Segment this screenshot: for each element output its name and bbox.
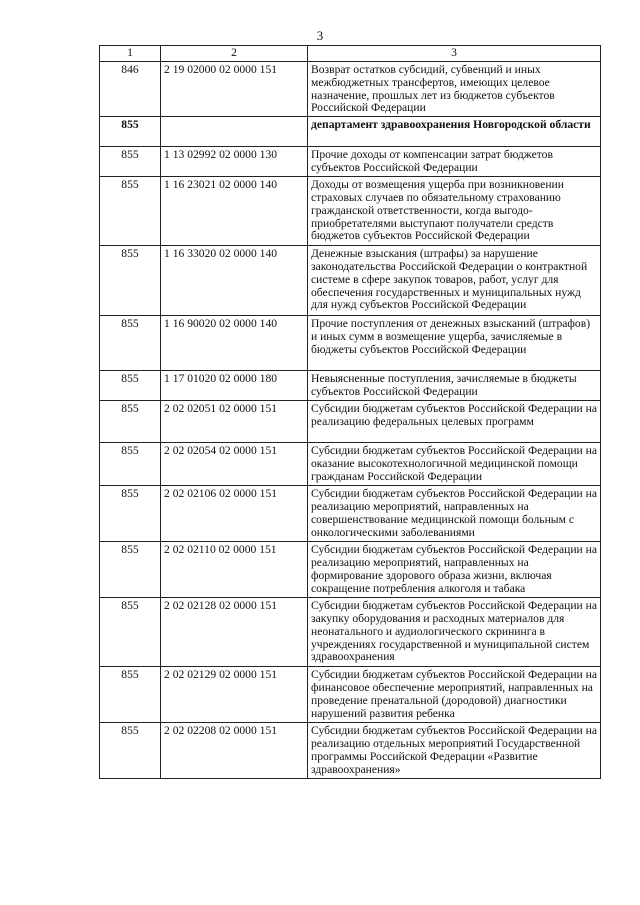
revenue-name-cell: Возврат остатков субсидий, субвенций и иных межбюджетных трансфертов, имеющих целевое назначение, прошлых лет из бюджетов субъектов Российской Федерации — [308, 62, 601, 117]
column-header: 3 — [308, 46, 601, 62]
revenue-code-cell: 1 16 23021 02 0000 140 — [161, 177, 308, 246]
revenue-code-cell: 1 16 33020 02 0000 140 — [161, 246, 308, 316]
revenue-name-cell: Субсидии бюджетам субъектов Российской Федерации на реализацию мероприятий, направленных на формирование здорового образа жизни, включая сокращение потребления алкоголя и табака — [308, 542, 601, 598]
revenue-name-cell: Невыясненные поступления, зачисляемые в бюджеты субъектов Российской Федерации — [308, 371, 601, 401]
table-row — [100, 246, 601, 316]
revenue-name-cell: Прочие доходы от компенсации затрат бюджетов субъектов Российской Федерации — [308, 147, 601, 177]
revenue-name-cell: Субсидии бюджетам субъектов Российской Федерации на финансовое обеспечение мероприятий, направленных на проведение пренатальной (дородовой) диагностики нарушений развития ребенка — [308, 667, 601, 723]
revenue-code-cell: 2 19 02000 02 0000 151 — [161, 62, 308, 117]
table-row — [100, 667, 601, 723]
revenue-code-cell: 2 02 02110 02 0000 151 — [161, 542, 308, 598]
table-row — [100, 371, 601, 401]
admin-code-cell: 855 — [100, 177, 161, 246]
revenue-code-cell — [161, 117, 308, 147]
revenue-classification-table — [99, 45, 601, 779]
revenue-name-cell: Субсидии бюджетам субъектов Российской Федерации на реализацию федеральных целевых программ — [308, 401, 601, 443]
revenue-name-cell: Субсидии бюджетам субъектов Российской Федерации на реализацию отдельных мероприятий Государственной программы Российской Федерации «Развитие здравоохранения» — [308, 723, 601, 779]
revenue-name-cell: Субсидии бюджетам субъектов Российской Федерации на оказание высокотехнологичной медицинской помощи гражданам Российской Федерации — [308, 443, 601, 486]
table-row — [100, 486, 601, 542]
table-row — [100, 598, 601, 667]
revenue-name-cell: Субсидии бюджетам субъектов Российской Федерации на закупку оборудования и расходных материалов для неонатального и аудиологического скрининга в учреждениях государственной и муниципальной систем здравоохранения — [308, 598, 601, 667]
revenue-name-cell: Субсидии бюджетам субъектов Российской Федерации на реализацию мероприятий, направленных на совершенствование медицинской помощи больным с онкологическими заболеваниями — [308, 486, 601, 542]
admin-code-cell: 855 — [100, 401, 161, 443]
table-row — [100, 723, 601, 779]
admin-code-cell: 855 — [100, 598, 161, 667]
admin-code-cell: 855 — [100, 316, 161, 371]
revenue-name-cell: Доходы от возмещения ущерба при возникновении страховых случаев по обязательному страхованию гражданской ответственности, когда выгодо-приобретателями выступают получатели средств бюджетов субъектов Российской Федерации — [308, 177, 601, 246]
revenue-code-cell: 1 17 01020 02 0000 180 — [161, 371, 308, 401]
revenue-name-cell: Денежные взыскания (штрафы) за нарушение законодательства Российской Федерации о контрактной системе в сфере закупок товаров, работ, услуг для обеспечения государственных и муниципальных нужд для нужд субъектов Российской Федерации — [308, 246, 601, 316]
revenue-name-cell: Прочие поступления от денежных взысканий (штрафов) и иных сумм в возмещение ущерба, зачисляемые в бюджеты субъектов Российской Федерации — [308, 316, 601, 371]
revenue-code-cell: 2 02 02128 02 0000 151 — [161, 598, 308, 667]
revenue-code-cell: 2 02 02051 02 0000 151 — [161, 401, 308, 443]
table-row — [100, 443, 601, 486]
admin-code-cell: 855 — [100, 542, 161, 598]
admin-code-cell: 846 — [100, 62, 161, 117]
table-row — [100, 316, 601, 371]
column-header: 1 — [100, 46, 161, 62]
admin-code-cell: 855 — [100, 246, 161, 316]
table-row — [100, 177, 601, 246]
page-number: 3 — [316, 28, 324, 43]
revenue-code-cell: 1 16 90020 02 0000 140 — [161, 316, 308, 371]
table-header-row — [100, 46, 601, 62]
admin-code-cell: 855 — [100, 723, 161, 779]
admin-code-cell: 855 — [100, 371, 161, 401]
table-row — [100, 117, 601, 147]
department-name-cell: департамент здравоохранения Новгородской области — [308, 117, 601, 147]
admin-code-cell: 855 — [100, 117, 161, 147]
admin-code-cell: 855 — [100, 486, 161, 542]
table-row — [100, 542, 601, 598]
revenue-code-cell: 2 02 02106 02 0000 151 — [161, 486, 308, 542]
revenue-code-cell: 2 02 02208 02 0000 151 — [161, 723, 308, 779]
revenue-code-cell: 1 13 02992 02 0000 130 — [161, 147, 308, 177]
revenue-code-cell: 2 02 02054 02 0000 151 — [161, 443, 308, 486]
table-row — [100, 401, 601, 443]
admin-code-cell: 855 — [100, 443, 161, 486]
column-header: 2 — [161, 46, 308, 62]
table-row — [100, 147, 601, 177]
admin-code-cell: 855 — [100, 147, 161, 177]
table-row — [100, 62, 601, 117]
revenue-code-cell: 2 02 02129 02 0000 151 — [161, 667, 308, 723]
admin-code-cell: 855 — [100, 667, 161, 723]
